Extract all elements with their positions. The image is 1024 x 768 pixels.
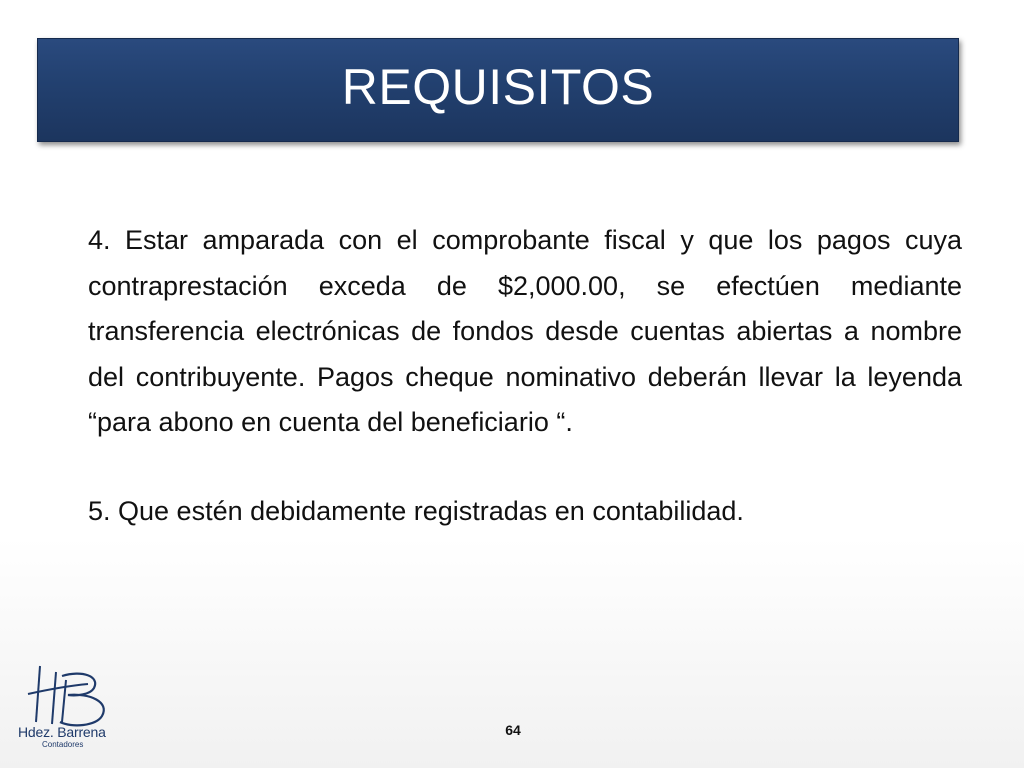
paragraph-requirement-4: 4. Estar amparada con el comprobante fiscal y que los pagos cuya contraprestación exceda de $2,000.00, se efectúen mediante transferencia electrónicas de fondos desde cuentas abiertas a nombre del contribuyente. Pagos cheque nominativo deberán llevar la leyenda “para abono en cuenta del beneficiario “. [88,225,962,437]
page-number: 64 [505,722,521,738]
slide-body [88,218,962,534]
slide-title: REQUISITOS [341,59,655,115]
logo-subtitle: Contadores [42,740,84,749]
title-banner [37,38,959,142]
paragraph-requirement-5: 5. Que estén debidamente registradas en contabilidad. [88,495,744,526]
logo-name: Hdez. Barrena [18,724,106,740]
company-logo [16,662,128,752]
